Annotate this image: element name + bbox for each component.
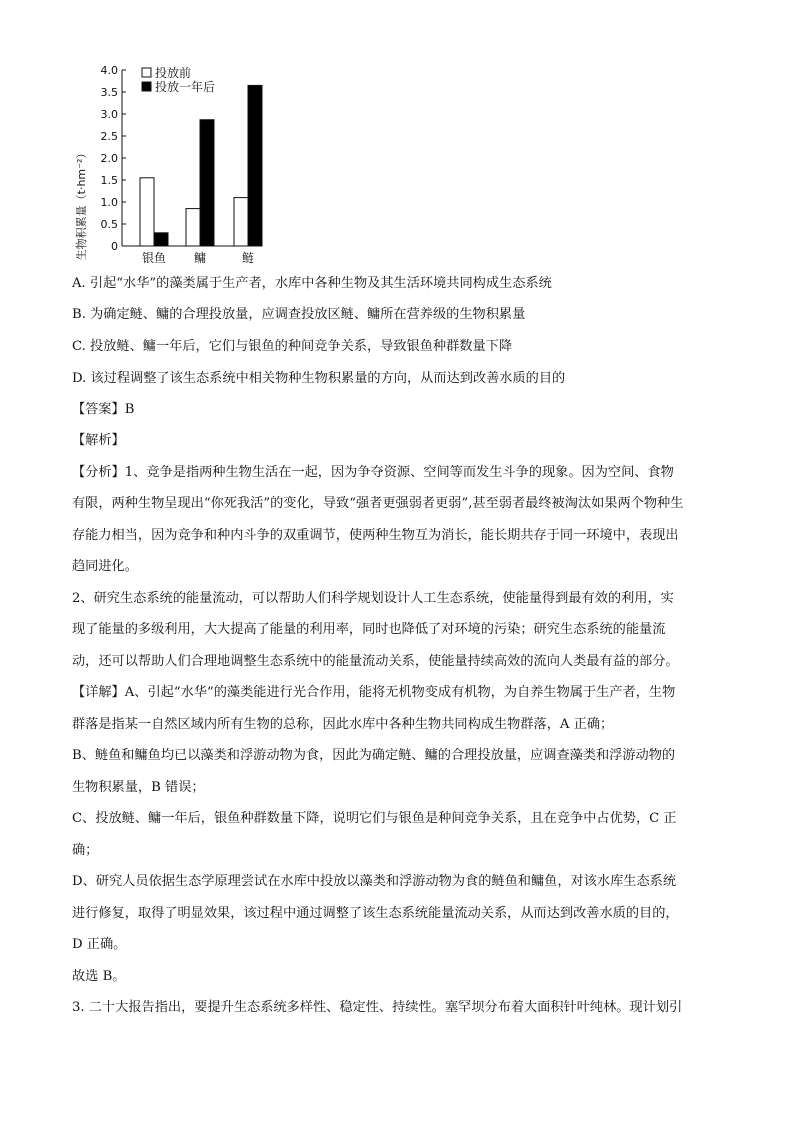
detail-line: 确； [72, 843, 99, 858]
bar-chart [72, 56, 272, 266]
analysis-line: 趋同进化。 [72, 559, 138, 574]
x-category-label: 鳙 [193, 251, 207, 265]
bar-before [186, 209, 200, 246]
analysis-heading: 【解析】 [72, 433, 125, 448]
y-tick-label: 3.5 [100, 86, 118, 99]
detail-line: 进行修复，取得了明显效果，该过程中通过调整了该生态系统能量流动关系，从而达到改善水质的目的， [72, 906, 679, 921]
detail-line: B、鲢鱼和鳙鱼均已以藻类和浮游动物为食，因此为确定鲢、鳙的合理投放量，应调查藻类和浮游动物的 [72, 748, 676, 763]
option-d: D. 该过程调整了该生态系统中相关物种生物积累量的方向，从而达到改善水质的目的 [72, 371, 566, 386]
analysis-line: 2、研究生态系统的能量流动，可以帮助人们科学规划设计人工生态系统，使能量得到最有效的利用，实 [72, 591, 674, 606]
legend-swatch [142, 82, 151, 91]
option-b: B. 为确定鲢、鳙的合理投放量，应调查投放区鲢、鳙所在营养级的生物积累量 [72, 307, 526, 322]
conclusion: 故选 B。 [72, 969, 126, 984]
y-tick-label: 3.0 [100, 108, 118, 121]
analysis-line: 有限，两种生物呈现出“你死我活”的变化，导致“强者更强弱者更弱”,甚至弱者最终被淘汰如果两个物种生 [72, 496, 684, 511]
y-tick-label: 1.0 [100, 196, 118, 209]
bar-after [154, 233, 168, 246]
detail-line: 生物积累量，B 错误； [72, 780, 205, 795]
option-c: C. 投放鲢、鳙一年后，它们与银鱼的种间竞争关系，导致银鱼种群数量下降 [72, 339, 513, 354]
y-tick-label: 2.0 [100, 152, 118, 165]
bar-after [248, 85, 262, 246]
detail-line: D 正确。 [72, 937, 127, 952]
answer-label: 【答案】B [72, 402, 135, 417]
analysis-line: 动，还可以帮助人们合理地调整生态系统中的能量流动关系，使能量持续高效的流向人类最有益的部分。 [72, 654, 679, 669]
detail-line: C、投放鲢、鳙一年后，银鱼种群数量下降，说明它们与银鱼是种间竞争关系，且在竞争中占优势，C 正 [72, 811, 677, 826]
bar-before [140, 178, 154, 246]
y-tick-label: 0 [111, 240, 118, 253]
legend-label: 投放一年后 [155, 80, 216, 94]
y-tick-label: 4.0 [100, 64, 118, 77]
y-tick-label: 2.5 [100, 130, 118, 143]
analysis-line: 现了能量的多级利用，大大提高了能量的利用率，同时也降低了对环境的污染；研究生态系统的能量流 [72, 622, 666, 637]
detail-line: D、研究人员依据生态学原理尝试在水库中投放以藻类和浮游动物为食的鲢鱼和鳙鱼，对该水库生态系统 [72, 874, 677, 889]
legend-label: 投放前 [155, 66, 192, 80]
bar-after [200, 120, 214, 246]
analysis-line: 存能力相当，因为竞争和种内斗争的双重调节，使两种生物互为消长，能长期共存于同一环境中，表现出 [72, 528, 679, 543]
y-tick-label: 1.5 [100, 174, 118, 187]
y-axis-label: 生物积累量（t·hm⁻²） [75, 147, 88, 261]
option-a: A. 引起“水华”的藻类属于生产者，水库中各种生物及其生活环境共同构成生态系统 [72, 276, 552, 291]
x-category-label: 银鱼 [141, 251, 167, 265]
analysis-line: 【分析】1、竞争是指两种生物生活在一起，因为争夺资源、空间等而发生斗争的现象。因为空间、食物 [72, 465, 674, 480]
bar-before [234, 198, 248, 246]
detail-line: 群落是指某一自然区域内所有生物的总称，因此水库中各种生物共同构成生物群落，A 正确； [72, 717, 614, 732]
x-category-label: 鲢 [241, 251, 255, 265]
detail-line: 【详解】A、引起“水华”的藻类能进行光合作用，能将无机物变成有机物，为自养生物属于生产者，生物 [72, 685, 676, 700]
legend-swatch [142, 68, 151, 77]
y-tick-label: 0.5 [100, 218, 118, 231]
next-question: 3. 二十大报告指出，要提升生态系统多样性、稳定性、持续性。塞罕坝分布着大面积针叶纯林。现计划引 [72, 1000, 683, 1015]
